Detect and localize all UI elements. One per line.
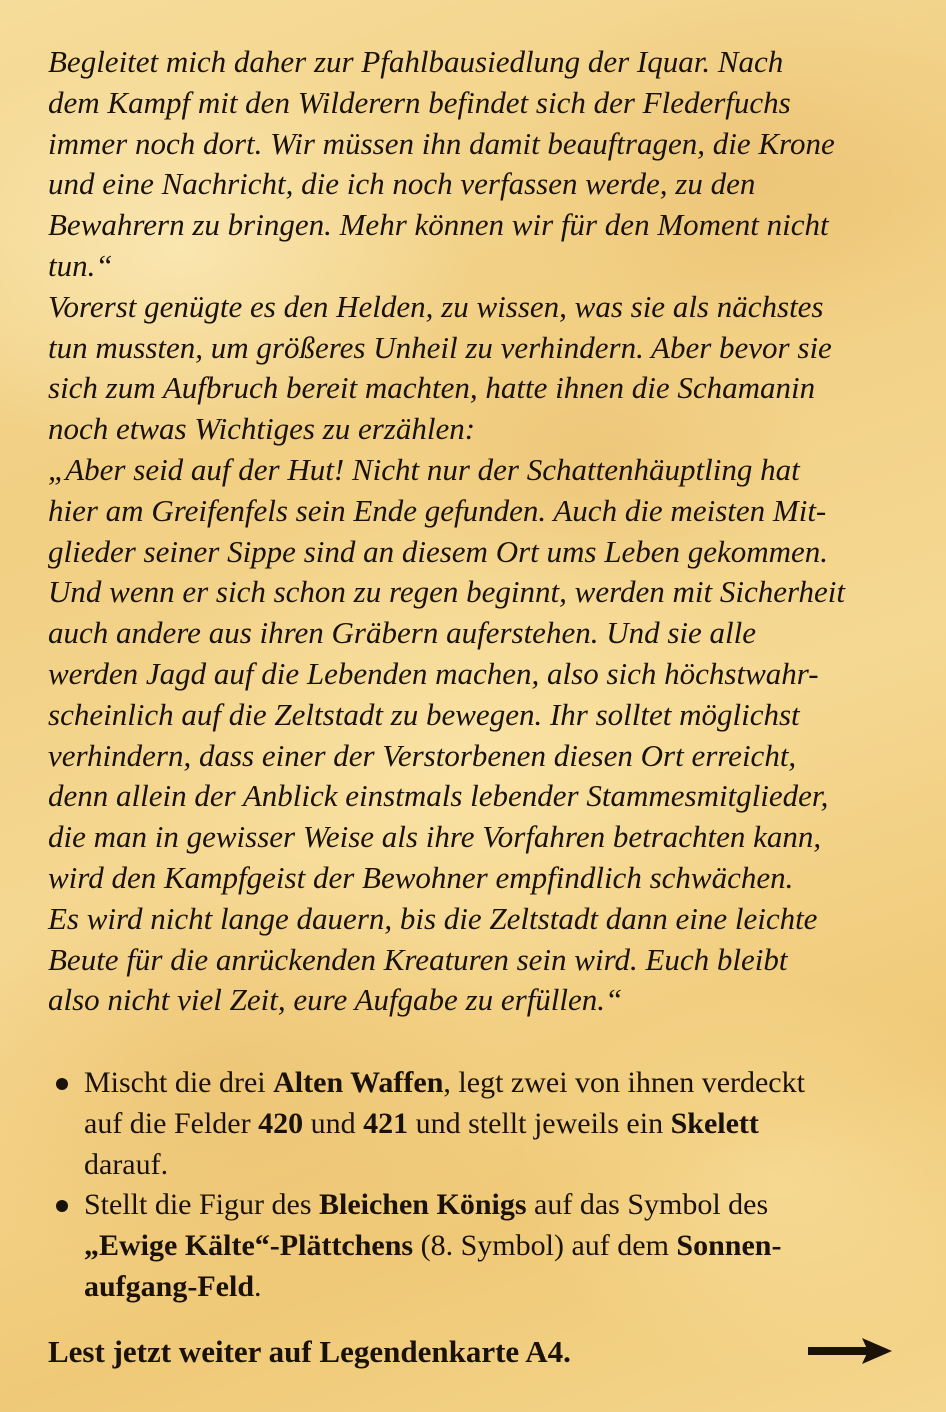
- bold-term: Bleichen Königs: [319, 1188, 527, 1222]
- narrative-line: tun.“: [48, 247, 113, 283]
- narrative-line: werden Jagd auf die Lebenden machen, also sich höchstwahr-: [48, 655, 819, 691]
- instruction-text: auf die Felder: [84, 1106, 259, 1140]
- instruction-text: .: [254, 1269, 262, 1303]
- narrative-line: Es wird nicht lange dauern, bis die Zeltstadt dann eine leichte: [48, 900, 818, 936]
- narrative-line: die man in gewisser Weise als ihre Vorfahren betrachten kann,: [48, 819, 822, 855]
- bold-term: aufgang-Feld: [84, 1269, 255, 1303]
- narrative-line: Und wenn er sich schon zu regen beginnt, werden mit Sicherheit: [48, 574, 845, 610]
- arrow-right-icon: [806, 1336, 894, 1366]
- bold-term: 421: [363, 1106, 409, 1140]
- narrative-line: Begleitet mich daher zur Pfahlbausiedlung der Iquar. Nach: [48, 44, 784, 79]
- narrative-line: also nicht viel Zeit, eure Aufgabe zu erfüllen.“: [48, 982, 623, 1018]
- narrative-line: noch etwas Wichtiges zu erzählen:: [48, 411, 476, 447]
- instruction-text: und stellt jeweils ein: [408, 1106, 671, 1140]
- narrative-line: Bewahrern zu bringen. Mehr können wir für den Moment nicht: [48, 207, 829, 243]
- narrative-line: tun mussten, um größeres Unheil zu verhindern. Aber bevor sie: [48, 329, 832, 365]
- instruction-line: [84, 1145, 920, 1186]
- instruction-text: Stellt die Figur des: [84, 1188, 319, 1222]
- narrative-text: [48, 42, 928, 1021]
- instruction-list: [50, 1063, 920, 1308]
- instruction-text: , legt zwei von ihnen verdeckt: [443, 1066, 805, 1099]
- narrative-line: immer noch dort. Wir müssen ihn damit beauftragen, die Krone: [48, 125, 835, 161]
- instruction-line: [84, 1185, 920, 1226]
- narrative-line: glieder seiner Sippe sind an diesem Ort ums Leben gekommen.: [48, 533, 829, 569]
- instruction-text: (8. Symbol) auf dem: [413, 1229, 677, 1263]
- instruction-line: [84, 1226, 920, 1267]
- narrative-line: „Aber seid auf der Hut! Nicht nur der Schattenhäuptling hat: [48, 451, 800, 487]
- continue-instruction: Lest jetzt weiter auf Legendenkarte A4.: [48, 1334, 571, 1369]
- instruction-text: und: [303, 1106, 364, 1140]
- narrative-line: verhindern, dass einer der Verstorbenen diesen Ort erreicht,: [48, 737, 797, 773]
- narrative-line: dem Kampf mit den Wilderern befindet sich der Flederfuchs: [48, 84, 791, 120]
- bold-term: Sonnen-: [676, 1229, 782, 1263]
- instruction-line: [84, 1267, 920, 1308]
- narrative-line: auch andere aus ihren Gräbern auferstehen. Und sie alle: [48, 615, 757, 651]
- instruction-item: [50, 1063, 920, 1185]
- bold-term: Skelett: [670, 1106, 759, 1140]
- narrative-line: scheinlich auf die Zeltstadt zu bewegen. Ihr solltet möglichst: [48, 696, 800, 732]
- narrative-line: Beute für die anrückenden Kreaturen sein wird. Euch bleibt: [48, 941, 788, 977]
- instruction-line: [84, 1063, 920, 1104]
- bold-term: „Ewige Kälte“-Plättchens: [84, 1229, 414, 1263]
- narrative-line: Vorerst genügte es den Helden, zu wissen, was sie als nächstes: [48, 288, 824, 324]
- instruction-item: [50, 1185, 920, 1307]
- instruction-text: auf das Symbol des: [526, 1188, 769, 1222]
- narrative-line: hier am Greifenfels sein Ende gefunden. Auch die meisten Mit-: [48, 492, 827, 528]
- narrative-line: sich zum Aufbruch bereit machten, hatte ihnen die Schamanin: [48, 370, 816, 406]
- bold-term: Alten Waffen: [273, 1066, 444, 1099]
- bullet-icon: [56, 1078, 68, 1090]
- narrative-line: denn allein der Anblick einstmals lebender Stammesmitglieder,: [48, 778, 829, 814]
- instruction-line: [84, 1104, 920, 1145]
- bold-term: 420: [258, 1106, 304, 1140]
- instruction-text: Mischt die drei: [84, 1066, 274, 1099]
- narrative-line: und eine Nachricht, die ich noch verfassen werde, zu den: [48, 166, 756, 202]
- bullet-icon: [56, 1200, 68, 1212]
- narrative-line: wird den Kampfgeist der Bewohner empfindlich schwächen.: [48, 859, 794, 895]
- instruction-text: darauf.: [84, 1147, 169, 1181]
